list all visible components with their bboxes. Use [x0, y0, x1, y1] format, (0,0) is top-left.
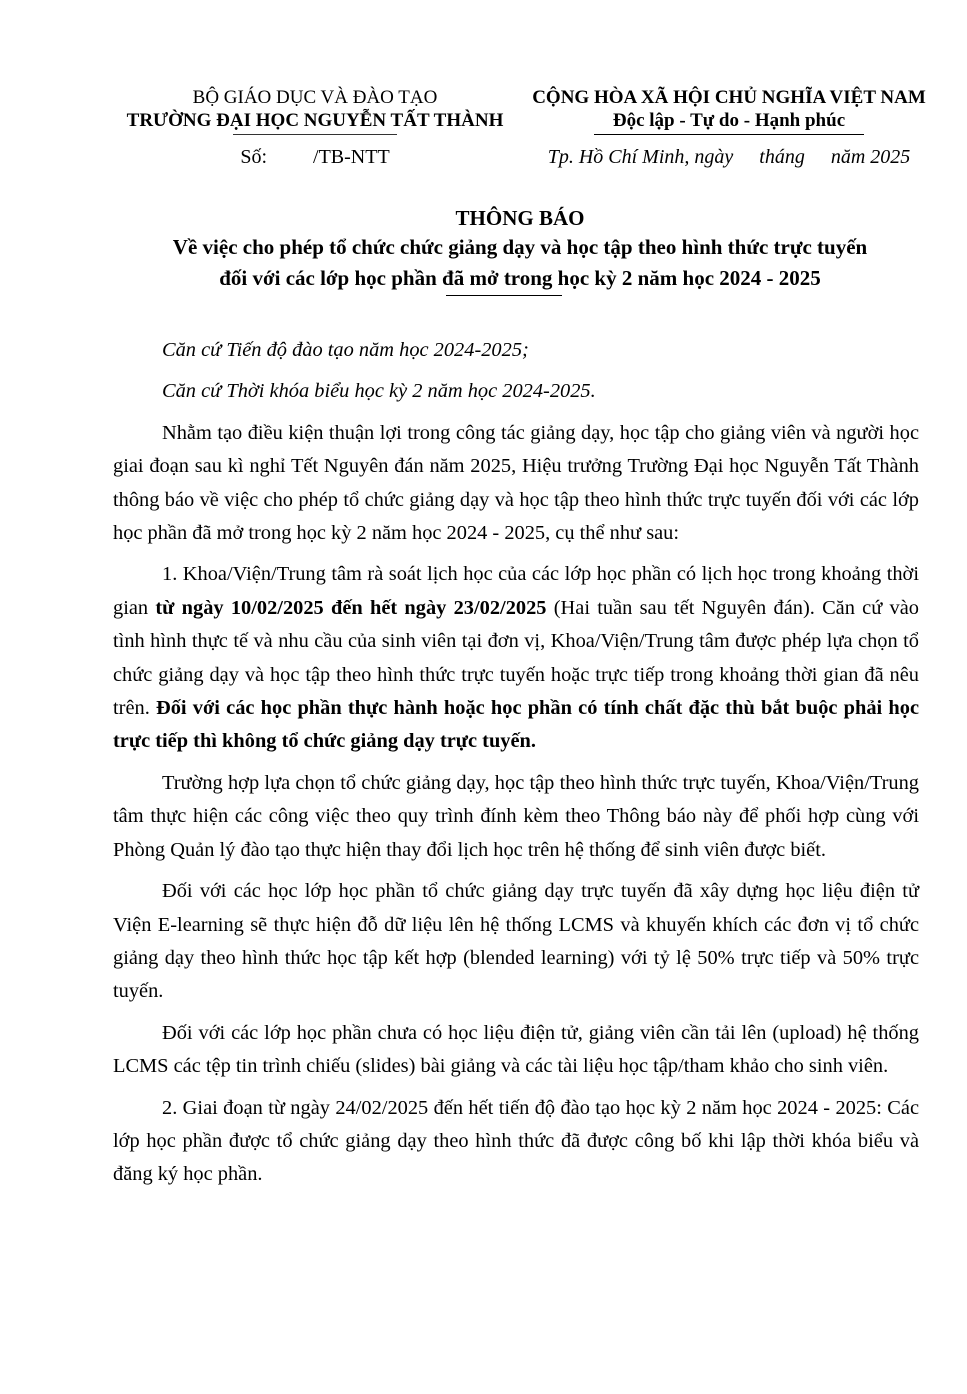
item-2-paragraph: 2. Giai đoạn từ ngày 24/02/2025 đến hết tiến độ đào tạo học kỳ 2 năm học 2024 - 2025: Các lớp học phần được tổ chức giảng dạy theo hình thức đã được công bố khi lập thời khóa biểu và đăng ký học phần. [113, 1096, 919, 1186]
document-body [113, 334, 919, 1192]
national-motto: Độc lập - Tự do - Hạnh phúc [612, 110, 846, 131]
university-name: TRƯỜNG ĐẠI HỌC NGUYỄN TẤT THÀNH [126, 110, 504, 131]
title-subject-line2: đối với các lớp học phần đã mở trong học kỳ 2 năm học 2024 - 2025 [219, 266, 821, 290]
date-place: Tp. Hồ Chí Minh, ngày [547, 146, 734, 168]
upload-paragraph: Đối với các lớp học phần chưa có học liệu điện tử, giảng viên cần tải lên (upload) hệ thống LCMS các tệp tin trình chiếu (slides) bài giảng và các tài liệu học tập/tham khảo cho sinh viên. [113, 1021, 919, 1078]
intro-paragraph: Nhằm tạo điều kiện thuận lợi trong công tác giảng dạy, học tập cho giảng viên và người học giai đoạn sau kì nghỉ Tết Nguyên đán năm 2025, Hiệu trưởng Trường Đại học Nguyễn Tất Thành thông báo về việc cho phép tổ chức giảng dạy và học tập theo hình thức trực tuyến đối với các lớp học phần đã mở trong học kỳ 2 năm học 2024 - 2025, cụ thể như sau: [113, 421, 919, 545]
issuer-block [100, 86, 530, 135]
item-1-text-a: 1. Khoa/Viện/Trung tâm rà soát lịch học của các lớp học phần có lịch học trong khoảng thời gian [113, 563, 919, 619]
document-date [522, 146, 936, 169]
title-underline [446, 295, 562, 296]
date-month: tháng [759, 146, 805, 168]
national-block [522, 86, 936, 135]
document-number [100, 146, 530, 169]
ministry-name: BỘ GIÁO DỤC VÀ ĐÀO TẠO [192, 87, 438, 108]
legal-basis-2: Căn cứ Thời khóa biểu học kỳ 2 năm học 2024-2025. [162, 380, 596, 403]
motto-underline [594, 134, 864, 135]
notice-title [100, 204, 940, 296]
online-procedure-paragraph: Trường hợp lựa chọn tổ chức giảng dạy, học tập theo hình thức trực tuyến, Khoa/Viện/Trung tâm thực hiện các công việc theo quy trình đính kèm theo Thông báo này để phối hợp cùng với Phòng Quản lý đào tạo thực hiện thay đổi lịch học trên hệ thống để sinh viên được biết. [113, 771, 919, 861]
number-label: Số: [240, 146, 268, 168]
legal-basis-1: Căn cứ Tiến độ đào tạo năm học 2024-2025; [162, 339, 529, 361]
item-1-text-b: (Hai tuần sau tết Nguyên đán). Căn cứ vào tình hình thực tế và nhu cầu của sinh viên tại đơn vị, Khoa/Viện/Trung tâm được phép lựa chọn tổ chức giảng dạy và học tập theo hình thức trực tuyến hoặc trực tiếp trong khoảng thời gian đã nêu trên. [113, 596, 919, 720]
number-suffix: /TB-NTT [313, 146, 390, 168]
item-1-exception: Đối với các học phần thực hành hoặc học phần có tính chất đặc thù bắt buộc phải học trực tiếp thì không tổ chức giảng dạy trực tuyến. [113, 697, 919, 753]
country-name: CỘNG HÒA XÃ HỘI CHỦ NGHĨA VIỆT NAM [532, 87, 926, 108]
date-year: năm 2025 [830, 146, 911, 168]
elearning-paragraph: Đối với các học lớp học phần tổ chức giảng dạy trực tuyến đã xây dựng học liệu điện tử Viện E-learning sẽ thực hiện đỗ dữ liệu lên hệ thống LCMS và khuyến khích các đơn vị tổ chức giảng dạy theo hình thức học tập kết hợp (blended learning) với tỷ lệ 50% trực tiếp và 50% trực tuyến. [113, 880, 919, 1003]
title-subject-line1: Về việc cho phép tổ chức chức giảng dạy và học tập theo hình thức trực tuyến [172, 235, 868, 259]
item-1-date-range: từ ngày 10/02/2025 đến hết ngày 23/02/2025 [155, 596, 547, 619]
item-1-paragraph [113, 558, 919, 758]
university-underline [233, 134, 397, 135]
title-heading: THÔNG BÁO [455, 206, 585, 230]
